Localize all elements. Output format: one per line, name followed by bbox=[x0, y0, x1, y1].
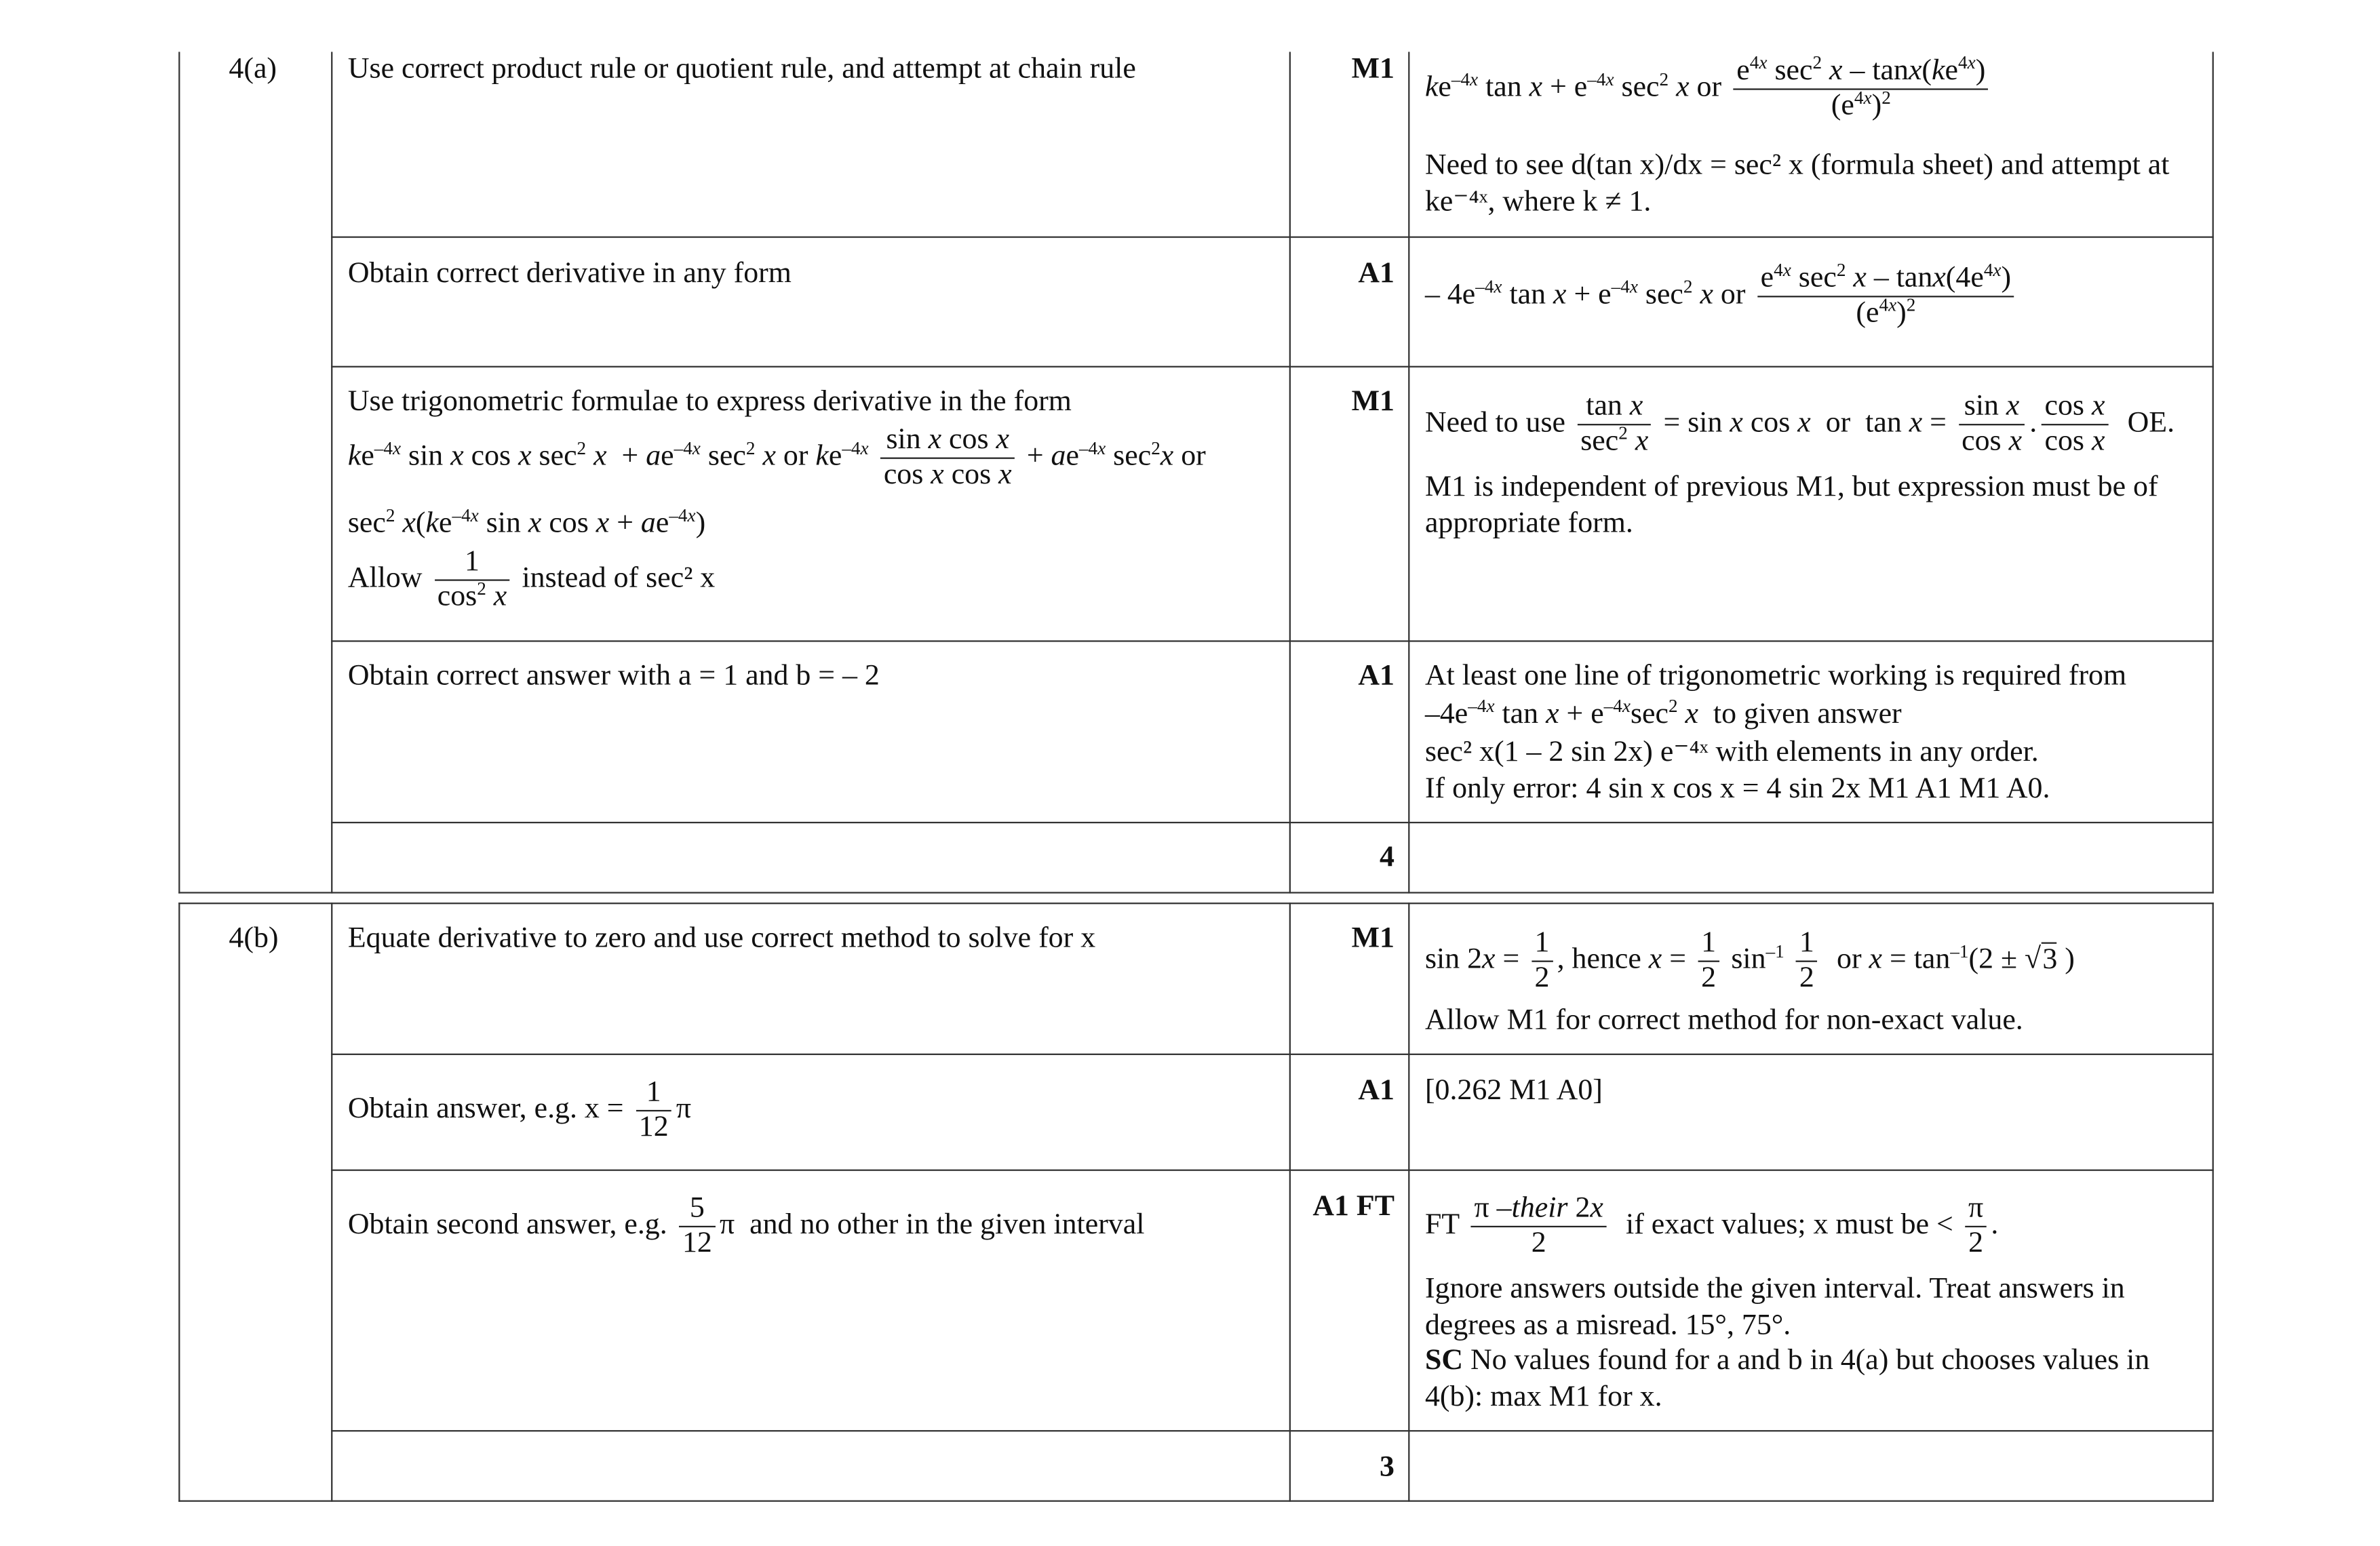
mark-code: A1 bbox=[1358, 1075, 1394, 1107]
table-divider-marks bbox=[1289, 52, 1291, 893]
table-divider-marks bbox=[1289, 903, 1291, 1502]
criterion-text: Obtain second answer, e.g. bbox=[347, 1208, 667, 1242]
guidance-note: degrees as a misread. 15°, 75°. bbox=[1424, 1309, 1791, 1342]
guidance-expression: Need to use $\frac{\text{tan x}}{\sec^2 x}$ = sin x cos x or tan x = $\frac{\text{sin x}}{\text{cos x}}$ . $\frac{\text{cos x}}{\text{cos x}}$ OE. bbox=[1424, 390, 2175, 458]
mark-code: A1 bbox=[1358, 660, 1394, 692]
table-border-left bbox=[178, 52, 180, 893]
row-divider bbox=[331, 1054, 2214, 1056]
special-case-note bbox=[1425, 1343, 2149, 1380]
guidance-expression: sin 2x = $\frac{1}{2}$ , hence x = $\frac{1}{2}$ $\sin^{-1}$ $\frac{1}{2}$ or $x = \tan^{-1}(2$ ± √ 3 ) bbox=[1424, 927, 2075, 995]
table-divider-question bbox=[331, 903, 333, 1502]
allow-label: Allow bbox=[347, 562, 423, 595]
table-divider-guidance bbox=[1408, 903, 1410, 1502]
allow-tail: instead of sec² x bbox=[522, 562, 716, 595]
guidance-note: If only error: 4 sin x cos x = 4 sin 2x M1 A1 M1 A0. bbox=[1424, 772, 2050, 806]
criterion-expression: Obtain second answer, e.g. $\frac{5}{12}$ π and no other in the given interval bbox=[347, 1192, 1145, 1260]
mark-code: A1 bbox=[1358, 257, 1394, 290]
criterion-text: Use trigonometric formulae to express derivative in the form bbox=[347, 385, 1072, 418]
table-divider-question bbox=[331, 52, 333, 893]
row-divider bbox=[331, 237, 2214, 239]
guidance-note: sec² x(1 – 2 sin 2x) e⁻⁴ˣ with elements in any order. bbox=[1424, 736, 2039, 769]
row-divider bbox=[331, 1430, 2214, 1432]
table-border-right bbox=[2212, 52, 2215, 893]
row-divider bbox=[331, 366, 2214, 368]
row-divider bbox=[331, 822, 2214, 824]
criterion-text: Equate derivative to zero and use correct method to solve for x bbox=[347, 922, 1096, 955]
mark-code: M1 bbox=[1351, 922, 1394, 955]
criterion-tail: and no other in the given interval bbox=[749, 1208, 1145, 1242]
mark-code: M1 bbox=[1351, 53, 1394, 85]
guidance-expression: $ke^{-4x}$ $\tan x + e^{-4x}$ $\sec^2 x$ or $\frac{e^{4x} \sec^2 x - \tan x(ke^{4x})}{(e^{4x})^2}$ bbox=[1425, 55, 1993, 123]
criterion-text: Obtain correct derivative in any form bbox=[347, 257, 792, 290]
guidance-note: Allow M1 for correct method for non-exact value. bbox=[1424, 1004, 2023, 1037]
total-marks: 3 bbox=[1380, 1451, 1394, 1484]
guidance-note: [0.262 M1 A0] bbox=[1424, 1075, 1603, 1107]
guidance-note: M1 is independent of previous M1, but expression must be of bbox=[1424, 471, 2158, 504]
mark-code: A1 FT bbox=[1312, 1191, 1394, 1223]
table-border-bottom bbox=[178, 1501, 2214, 1503]
table-border-left bbox=[178, 903, 180, 1502]
oe-label: OE. bbox=[2127, 407, 2175, 439]
table-divider-guidance bbox=[1408, 52, 1410, 893]
mark-code: M1 bbox=[1351, 385, 1394, 418]
guidance-note: 4(b): max M1 for x. bbox=[1424, 1381, 1662, 1414]
need-label: Need to use bbox=[1424, 407, 1566, 439]
guidance-expression: FT $\frac{\text{π –their 2x}}{2}$ if exact values; x must be < $\frac{\pi}{2}$ . bbox=[1424, 1192, 1999, 1260]
guidance-note: Need to see d(tan x)/dx = sec² x (formula sheet) and attempt at bbox=[1424, 149, 2170, 182]
guidance-expression: – $4e^{-4x}$ $\tan x + e^{-4x}$ $\sec^2 x$ or $\frac{e^{4x} \sec^2 x - \tan x(4e^{4x})}{(e^{4x})^2}$ bbox=[1425, 262, 2018, 331]
criterion-text: Use correct product rule or quotient rule, and attempt at chain rule bbox=[347, 53, 1136, 85]
table-border-right bbox=[2212, 903, 2215, 1502]
derivative-form-expression: $ke^{-4x}$ sin x cos x $\sec^2 x + ae^{-4x}$ $\sec^2 x$ or $ke^{-4x}$ $\frac{\text{sin x cos x}}{\text{cos x cos x}}$ + $ae^{-4x}$ $\sec^2x$ or bbox=[347, 424, 1206, 492]
row-divider bbox=[331, 640, 2214, 642]
question-label-4a: 4(a) bbox=[229, 53, 277, 85]
section-divider bbox=[178, 903, 2214, 905]
section-divider bbox=[178, 892, 2214, 894]
criterion-expression: Obtain answer, e.g. x = $\frac{1}{12}$ π bbox=[347, 1076, 692, 1144]
total-marks: 4 bbox=[1380, 841, 1394, 874]
sc-text: No values found for a and b in 4(a) but chooses values in bbox=[1470, 1345, 2150, 1377]
allow-note: Allow $\frac{1}{\cos^2 x}$ instead of sec² x bbox=[347, 545, 716, 613]
question-label-4b: 4(b) bbox=[229, 922, 279, 955]
ft-condition: if exact values; x must be < bbox=[1626, 1208, 1953, 1242]
criterion-text: Obtain answer, e.g. x = bbox=[347, 1093, 624, 1126]
row-divider bbox=[331, 1170, 2214, 1172]
guidance-note: At least one line of trigonometric working is required from bbox=[1424, 660, 2127, 692]
guidance-expression: $-4e^{-4x}$ $\tan x + e^{-4x}\sec^2$ x to given answer bbox=[1424, 696, 1902, 731]
guidance-note: ke⁻⁴ˣ, where k ≠ 1. bbox=[1424, 186, 1652, 218]
derivative-form-expression: $\sec^2 x(ke^{-4x}$ sin x $\cos x + ae^{-4x}$) bbox=[347, 505, 706, 540]
guidance-note: appropriate form. bbox=[1424, 507, 1633, 540]
sc-label: SC bbox=[1424, 1345, 1464, 1377]
criterion-text: Obtain correct answer with a = 1 and b = – 2 bbox=[347, 660, 880, 692]
guidance-note: Ignore answers outside the given interval. Treat answers in bbox=[1424, 1273, 2125, 1305]
